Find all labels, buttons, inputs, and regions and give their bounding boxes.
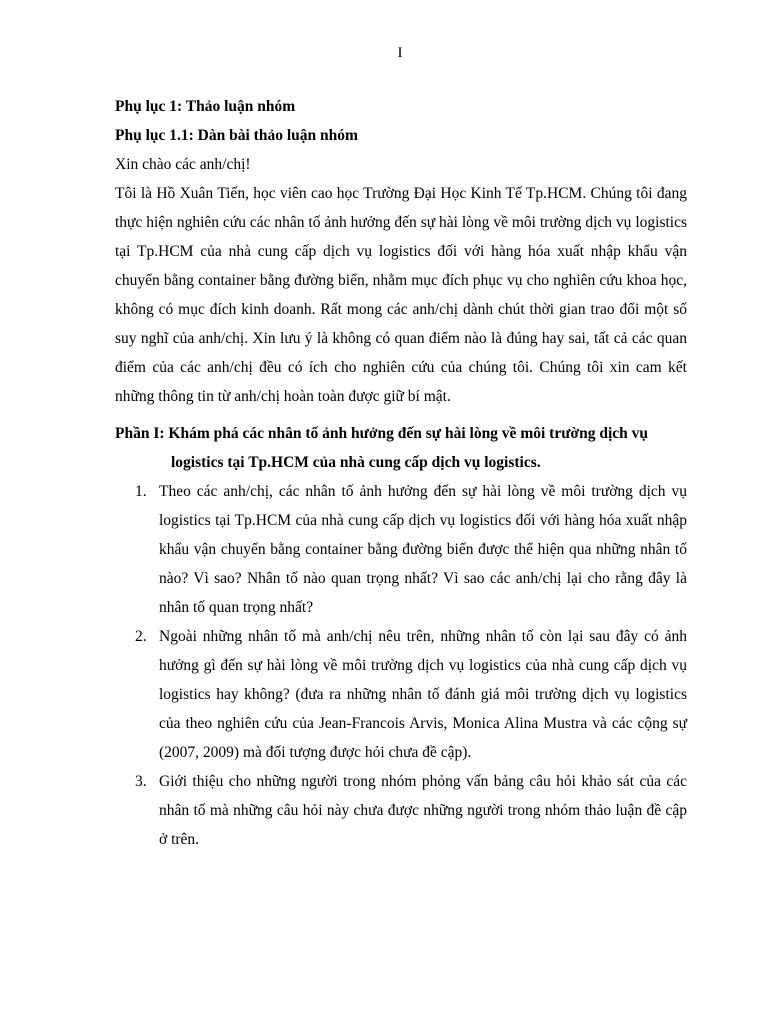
part-heading-line-1: Phần I: Khám phá các nhân tố ảnh hưởng đến sự hài lòng về môi trường dịch vụ	[115, 425, 649, 442]
list-item-number: 2.	[135, 628, 147, 645]
question-list	[115, 477, 687, 854]
greeting: Xin chào các anh/chị!	[115, 156, 251, 173]
list-item-text: Ngoài những nhân tố mà anh/chị nêu trên, những nhân tố còn lại sau đây có ảnh hưởng gì đến sự hài lòng về môi trường dịch vụ logistics của nhà cung cấp dịch vụ logistics hay không? (đưa ra những nhân tố đánh giá môi trường dịch vụ logistics của theo nghiên cứu của Jean-Francois Arvis, Monica Alina Mustra và các cộng sự (2007, 2009) mà đối tượng được hỏi chưa đề cập).	[159, 628, 687, 761]
list-item-text: Theo các anh/chị, các nhân tố ảnh hưởng đến sự hài lòng về môi trường dịch vụ logistics tại Tp.HCM của nhà cung cấp dịch vụ logistics đối với hàng hóa xuất nhập khẩu vận chuyển bằng container bằng đường biển được thể hiện qua những nhân tố nào? Vì sao? Nhân tố nào quan trọng nhất? Vì sao các anh/chị lại cho rằng đây là nhân tố quan trọng nhất?	[159, 483, 687, 616]
list-item	[135, 477, 687, 622]
appendix-title: Phụ lục 1: Thảo luận nhóm	[115, 98, 296, 115]
part-heading	[115, 419, 687, 477]
part-heading-line-2: logistics tại Tp.HCM của nhà cung cấp dịch vụ logistics.	[171, 454, 541, 471]
list-item-text: Giới thiệu cho những người trong nhóm phỏng vấn bảng câu hỏi khảo sát của các nhân tố mà những câu hỏi này chưa được những người trong nhóm thảo luận đề cập ở trên.	[159, 773, 687, 848]
page-number: I	[397, 45, 403, 61]
appendix-subtitle: Phụ lục 1.1: Dàn bài thảo luận nhóm	[115, 127, 358, 144]
list-item-number: 3.	[135, 773, 147, 790]
document-body	[115, 92, 687, 854]
intro-paragraph: Tôi là Hồ Xuân Tiến, học viên cao học Trường Đại Học Kinh Tế Tp.HCM. Chúng tôi đang thực hiện nghiên cứu các nhân tố ảnh hưởng đến sự hài lòng về môi trường dịch vụ logistics tại Tp.HCM của nhà cung cấp dịch vụ logistics đối với hàng hóa xuất nhập khẩu vận chuyển bằng container bằng đường biển, nhằm mục đích phục vụ cho nghiên cứu khoa học, không có mục đích kinh doanh. Rất mong các anh/chị dành chút thời gian trao đổi một số suy nghĩ của anh/chị. Xin lưu ý là không có quan điểm nào là đúng hay sai, tất cả các quan điểm của các anh/chị đều có ích cho nghiên cứu của chúng tôi. Chúng tôi xin cam kết những thông tin từ anh/chị hoàn toàn được giữ bí mật.	[115, 185, 687, 405]
list-item	[135, 622, 687, 767]
list-item-number: 1.	[135, 483, 147, 500]
list-item	[135, 767, 687, 854]
